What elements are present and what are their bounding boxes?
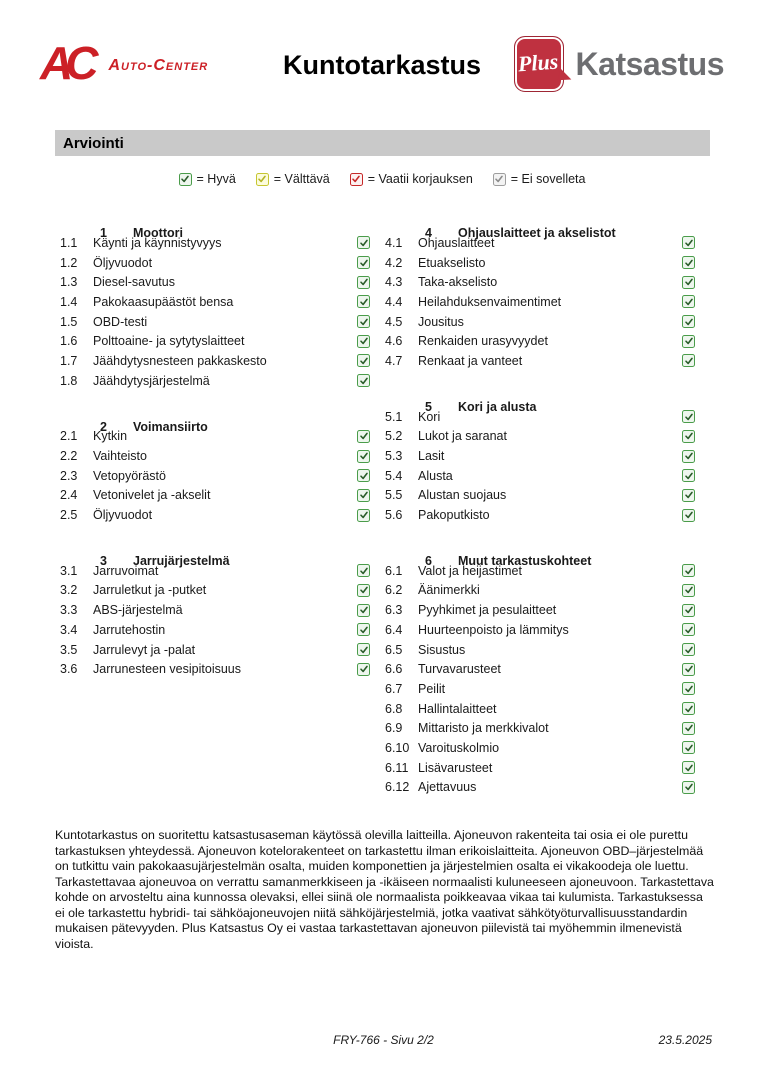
checklist-item-row xyxy=(385,561,695,581)
item-label: Käynti ja käynnistyvyys xyxy=(93,235,222,250)
item-rating-slot xyxy=(681,276,695,289)
checkbox-good-icon xyxy=(357,509,370,522)
checklist-item-row xyxy=(385,738,695,758)
item-label: Alusta xyxy=(418,468,453,483)
checkbox-good-icon xyxy=(357,295,370,308)
item-rating-slot xyxy=(356,450,370,463)
checklist-item-row xyxy=(60,312,370,332)
item-label: Kori ja alusta xyxy=(458,399,537,414)
checklist-item-row xyxy=(385,640,695,660)
item-number: 6.10 xyxy=(385,740,410,755)
item-label: Ajettavuus xyxy=(418,780,477,795)
legend-label: = Vaatii korjauksen xyxy=(367,172,473,186)
item-number: 3 xyxy=(100,553,107,568)
checklist-item-row xyxy=(385,505,695,525)
checkbox-good-icon xyxy=(682,236,695,249)
item-number: 1 xyxy=(100,226,107,240)
checklist-item-row xyxy=(385,253,695,273)
item-label: Vetonivelet ja -akselit xyxy=(93,488,211,503)
item-label: Huurteenpoisto ja lämmitys xyxy=(418,622,569,637)
checklist-item-row xyxy=(385,312,695,332)
checklist-item-row xyxy=(385,758,695,778)
checklist-column-right xyxy=(385,197,695,797)
plus-badge-text: Plus xyxy=(517,48,560,77)
item-number: 6.9 xyxy=(385,721,403,736)
item-number: 5.2 xyxy=(385,429,403,444)
item-label: Pakokaasupäästöt bensa xyxy=(93,294,234,309)
item-label: ABS-järjestelmä xyxy=(93,603,183,618)
checkbox-good-icon xyxy=(682,450,695,463)
item-rating-slot xyxy=(681,354,695,367)
checklist-section-header xyxy=(60,391,370,434)
item-number: 6.6 xyxy=(385,662,403,677)
item-number: 3.4 xyxy=(60,622,78,637)
item-label: Jarrutehostin xyxy=(93,622,166,637)
item-label: Jarruvoimat xyxy=(93,563,159,578)
item-number: 1.5 xyxy=(60,314,78,329)
checkbox-good-icon xyxy=(682,410,695,423)
checklist-item-row xyxy=(385,351,695,371)
checklist-item-row xyxy=(385,407,695,427)
checkbox-good-icon xyxy=(682,430,695,443)
item-rating-slot xyxy=(356,354,370,367)
checklist-item-row xyxy=(385,486,695,506)
item-rating-slot xyxy=(681,315,695,328)
checkbox-good-icon xyxy=(357,623,370,636)
item-number: 6.1 xyxy=(385,563,403,578)
item-rating-slot xyxy=(356,236,370,249)
checklist-item-row xyxy=(60,351,370,371)
checklist-section-header xyxy=(385,197,695,240)
checkbox-good-icon xyxy=(682,509,695,522)
item-number: 2.4 xyxy=(60,488,78,503)
checkbox-good-icon xyxy=(682,489,695,502)
checklist-item-row xyxy=(385,233,695,253)
checkbox-repair-icon xyxy=(350,173,363,186)
item-label: Turvavarusteet xyxy=(418,662,501,677)
item-number: 1.7 xyxy=(60,353,78,368)
page-footer xyxy=(55,1033,712,1047)
checkbox-good-icon xyxy=(682,276,695,289)
item-rating-slot xyxy=(356,509,370,522)
plus-badge-icon xyxy=(514,36,564,92)
item-label: Vetopyörästö xyxy=(93,468,166,483)
checklist-item-row xyxy=(385,292,695,312)
checkbox-good-icon xyxy=(357,489,370,502)
item-label: Jäähdytysnesteen pakkaskesto xyxy=(93,353,267,368)
item-label: Vaihteisto xyxy=(93,449,147,464)
checklist-item-row xyxy=(60,371,370,391)
item-rating-slot xyxy=(681,469,695,482)
checkbox-good-icon xyxy=(357,256,370,269)
item-number: 6.11 xyxy=(385,760,409,775)
item-rating-slot xyxy=(681,761,695,774)
checklist-item-row xyxy=(385,718,695,738)
checkbox-good-icon xyxy=(357,430,370,443)
checkbox-good-icon xyxy=(682,469,695,482)
item-label: Muut tarkastuskohteet xyxy=(458,553,592,568)
checkbox-good-icon xyxy=(357,315,370,328)
item-rating-slot xyxy=(356,315,370,328)
item-rating-slot xyxy=(356,469,370,482)
item-label: OBD-testi xyxy=(93,314,148,329)
item-number: 5.1 xyxy=(385,409,403,424)
item-number: 5.5 xyxy=(385,488,403,503)
item-number: 6.4 xyxy=(385,622,403,637)
checklist-item-row xyxy=(385,620,695,640)
item-number: 6.2 xyxy=(385,583,403,598)
item-label: Jousitus xyxy=(418,314,464,329)
checkbox-good-icon xyxy=(682,761,695,774)
item-number: 2.5 xyxy=(60,508,78,523)
checklist-item-row xyxy=(385,659,695,679)
item-rating-slot xyxy=(681,663,695,676)
item-number: 1.1 xyxy=(60,235,78,250)
item-label: Öljyvuodot xyxy=(93,508,153,523)
item-rating-slot xyxy=(681,295,695,308)
section-title-bar xyxy=(55,130,710,156)
checkbox-good-icon xyxy=(357,564,370,577)
item-rating-slot xyxy=(681,450,695,463)
checklist-item-row xyxy=(385,427,695,447)
item-number: 1.6 xyxy=(60,334,78,349)
checkbox-good-icon xyxy=(357,663,370,676)
item-rating-slot xyxy=(681,335,695,348)
checklist-item-row xyxy=(385,600,695,620)
item-label: Heilahduksenvaimentimet xyxy=(418,294,562,309)
item-label: Polttoaine- ja sytytyslaitteet xyxy=(93,334,245,349)
ac-logo-mark: AC xyxy=(40,37,91,89)
checklist-item-row xyxy=(60,659,370,679)
item-number: 6.8 xyxy=(385,701,403,716)
legend-item-good xyxy=(179,172,236,186)
checklist-item-row xyxy=(60,272,370,292)
checklist-item-row xyxy=(385,272,695,292)
checkbox-good-icon xyxy=(357,450,370,463)
item-rating-slot xyxy=(681,430,695,443)
checkbox-fair-icon xyxy=(256,173,269,186)
checklist-item-row xyxy=(60,427,370,447)
checklist-item-row xyxy=(60,505,370,525)
item-label: Kori xyxy=(418,409,441,424)
checklist-item-row xyxy=(60,466,370,486)
item-rating-slot xyxy=(681,509,695,522)
checkbox-good-icon xyxy=(357,469,370,482)
ac-logo-text: Auto-Center xyxy=(108,57,209,74)
item-label: Ohjauslaitteet ja akselistot xyxy=(458,226,616,240)
item-number: 2.3 xyxy=(60,468,78,483)
item-rating-slot xyxy=(356,623,370,636)
item-number: 4.3 xyxy=(385,275,403,290)
item-rating-slot xyxy=(681,410,695,423)
item-label: Alustan suojaus xyxy=(418,488,507,503)
item-label: Mittaristo ja merkkivalot xyxy=(418,721,549,736)
checkbox-good-icon xyxy=(682,623,695,636)
item-number: 1.3 xyxy=(60,275,78,290)
item-number: 6 xyxy=(425,553,432,568)
item-rating-slot xyxy=(356,256,370,269)
item-rating-slot xyxy=(356,489,370,502)
item-label: Peilit xyxy=(418,681,446,696)
checkbox-good-icon xyxy=(682,584,695,597)
item-rating-slot xyxy=(681,722,695,735)
item-label: Jarrulevyt ja -palat xyxy=(93,642,196,657)
item-rating-slot xyxy=(356,430,370,443)
item-rating-slot xyxy=(681,584,695,597)
item-rating-slot xyxy=(356,604,370,617)
item-number: 3.5 xyxy=(60,642,78,657)
item-number: 5 xyxy=(425,399,432,414)
legend-label: = Hyvä xyxy=(196,172,236,186)
item-rating-slot xyxy=(681,256,695,269)
item-label: Moottori xyxy=(133,226,183,240)
item-number: 1.8 xyxy=(60,373,78,388)
item-rating-slot xyxy=(356,663,370,676)
item-label: Jarrujärjestelmä xyxy=(133,553,230,568)
checklist-item-row xyxy=(60,292,370,312)
checklist-item-row xyxy=(385,581,695,601)
checklist-item-row xyxy=(60,331,370,351)
item-number: 2.2 xyxy=(60,449,78,464)
checklist xyxy=(60,197,764,797)
item-number: 4 xyxy=(425,226,432,240)
item-label: Öljyvuodot xyxy=(93,255,153,270)
checkbox-good-icon xyxy=(682,781,695,794)
item-number: 6.3 xyxy=(385,603,403,618)
checklist-item-row xyxy=(60,600,370,620)
checklist-section-header xyxy=(60,197,370,240)
item-label: Jarrunesteen vesipitoisuus xyxy=(93,662,241,677)
checkbox-good-icon xyxy=(682,315,695,328)
checklist-item-row xyxy=(385,446,695,466)
checkbox-good-icon xyxy=(682,354,695,367)
item-number: 3.2 xyxy=(60,583,78,598)
legend-item-na xyxy=(493,172,586,186)
item-rating-slot xyxy=(681,741,695,754)
item-rating-slot xyxy=(356,584,370,597)
checkbox-good-icon xyxy=(682,663,695,676)
item-number: 2.1 xyxy=(60,429,78,444)
item-rating-slot xyxy=(681,604,695,617)
item-number: 5.4 xyxy=(385,468,403,483)
page-title: Kuntotarkastus xyxy=(282,50,482,80)
checkbox-na-icon xyxy=(493,173,506,186)
checkbox-good-icon xyxy=(682,722,695,735)
checkbox-good-icon xyxy=(357,276,370,289)
footer-date: 23.5.2025 xyxy=(658,1033,712,1047)
checkbox-good-icon xyxy=(357,354,370,367)
checklist-item-row xyxy=(60,253,370,273)
item-number: 5.6 xyxy=(385,508,403,523)
item-rating-slot xyxy=(681,236,695,249)
item-label: Äänimerkki xyxy=(418,583,480,598)
plus-katsastus-logo xyxy=(481,36,724,92)
item-label: Renkaiden urasyvyydet xyxy=(418,334,548,349)
item-label: Jäähdytysjärjestelmä xyxy=(93,373,210,388)
item-label: Diesel-savutus xyxy=(93,275,175,290)
checkbox-good-icon xyxy=(682,702,695,715)
item-number: 6.7 xyxy=(385,681,403,696)
checklist-item-row xyxy=(60,581,370,601)
checkbox-good-icon xyxy=(682,682,695,695)
checklist-item-row xyxy=(385,699,695,719)
checkbox-good-icon xyxy=(357,584,370,597)
checklist-item-row xyxy=(60,620,370,640)
item-label: Etuakselisto xyxy=(418,255,486,270)
item-number: 1.4 xyxy=(60,294,78,309)
checkbox-good-icon xyxy=(357,604,370,617)
item-rating-slot xyxy=(356,643,370,656)
legend-item-repair xyxy=(350,172,473,186)
item-rating-slot xyxy=(356,374,370,387)
checkbox-good-icon xyxy=(357,236,370,249)
item-number: 4.2 xyxy=(385,255,403,270)
item-number: 4.6 xyxy=(385,334,403,349)
rating-legend xyxy=(0,170,764,188)
disclaimer-text: Kuntotarkastus on suoritettu katsastusaseman käytössä olevilla laitteilla. Ajoneuvon rakenteita tai osia ei ole purettu tarkastuksen yhteydessä. Ajoneuvon kotelorakenteet on tarkastettu ilman erikoislaitteita. Ajoneuvon OBD–järjestelmää on tutkittu vain pakokaasujärjestelmän osalta, muiden komponettien ja järjestelmien osalta ei vikakoodeja ole luettu. Tarkastettavaa ajoneuvoa on verrattu samanmerkkiseen ja -ikäiseen normaalisti kuluneeseen ajoneuvoon. Tarkastettava kohde on arvosteltu aina kunnossa olevaksi, ellei siinä ole normaalista poikkeavaa vikaa tai kulumista. Tarkastuksessa ei ole tarkastettu hybridi- tai sähköajoneuvojen niitä sähköjärjestelmiä, jotka vaativat sähkötyöturvallisuusstandardin mukaisen pätevyyden. Plus Katsastus Oy ei vastaa tarkastettavan ajoneuvon piilevistä tai myöhemmin ilmenevistä vioista. xyxy=(55,828,714,951)
plus-badge-tail-icon xyxy=(557,69,573,84)
item-label: Kytkin xyxy=(93,429,128,444)
item-rating-slot xyxy=(356,335,370,348)
item-rating-slot xyxy=(356,276,370,289)
checkbox-good-icon xyxy=(682,335,695,348)
checklist-item-row xyxy=(385,466,695,486)
checkbox-good-icon xyxy=(357,643,370,656)
checkbox-good-icon xyxy=(357,374,370,387)
item-label: Pakoputkisto xyxy=(418,508,490,523)
checkbox-good-icon xyxy=(682,295,695,308)
item-label: Jarruletkut ja -putket xyxy=(93,583,207,598)
item-label: Lisävarusteet xyxy=(418,760,493,775)
checkbox-good-icon xyxy=(357,335,370,348)
item-number: 5.3 xyxy=(385,449,403,464)
legend-item-fair xyxy=(256,172,330,186)
item-label: Voimansiirto xyxy=(133,419,208,434)
item-label: Lasit xyxy=(418,449,445,464)
item-label: Valot ja heijastimet xyxy=(418,563,522,578)
item-number: 2 xyxy=(100,419,107,434)
checklist-item-row xyxy=(60,561,370,581)
item-number: 3.1 xyxy=(60,563,78,578)
item-label: Sisustus xyxy=(418,642,466,657)
item-number: 4.7 xyxy=(385,353,403,368)
item-rating-slot xyxy=(681,781,695,794)
checkbox-good-icon xyxy=(682,741,695,754)
checkbox-good-icon xyxy=(682,643,695,656)
checklist-item-row xyxy=(60,640,370,660)
checklist-section-header xyxy=(385,525,695,568)
item-number: 6.5 xyxy=(385,642,403,657)
item-label: Ohjauslaitteet xyxy=(418,235,495,250)
checklist-item-row xyxy=(385,679,695,699)
legend-label: = Ei sovelleta xyxy=(510,172,586,186)
item-label: Pyyhkimet ja pesulaitteet xyxy=(418,603,557,618)
checkbox-good-icon xyxy=(682,256,695,269)
item-rating-slot xyxy=(681,702,695,715)
item-label: Renkaat ja vanteet xyxy=(418,353,523,368)
checkbox-good-icon xyxy=(179,173,192,186)
footer-plate-page: FRY-766 - Sivu 2/2 xyxy=(333,1033,434,1047)
item-rating-slot xyxy=(681,564,695,577)
item-rating-slot xyxy=(681,623,695,636)
checklist-section-header xyxy=(385,371,695,414)
checklist-section-header xyxy=(60,525,370,568)
item-label: Lukot ja saranat xyxy=(418,429,507,444)
checklist-item-row xyxy=(60,233,370,253)
katsastus-logo-text: Katsastus xyxy=(575,45,724,82)
checklist-column-left xyxy=(60,197,370,797)
item-label: Taka-akselisto xyxy=(418,275,498,290)
title-wrap xyxy=(283,36,481,81)
item-number: 4.5 xyxy=(385,314,403,329)
item-number: 3.3 xyxy=(60,603,78,618)
checklist-item-row xyxy=(60,486,370,506)
section-title: Arviointi xyxy=(63,134,124,152)
item-number: 4.4 xyxy=(385,294,403,309)
item-rating-slot xyxy=(681,682,695,695)
checklist-item-row xyxy=(385,778,695,798)
item-number: 6.12 xyxy=(385,780,410,795)
legend-label: = Välttävä xyxy=(273,172,330,186)
item-rating-slot xyxy=(681,489,695,502)
item-number: 4.1 xyxy=(385,235,403,250)
item-number: 3.6 xyxy=(60,662,78,677)
page-header xyxy=(0,0,764,100)
item-label: Varoituskolmio xyxy=(418,740,500,755)
item-rating-slot xyxy=(681,643,695,656)
checklist-item-row xyxy=(385,331,695,351)
item-rating-slot xyxy=(356,295,370,308)
checkbox-good-icon xyxy=(682,564,695,577)
item-label: Hallintalaitteet xyxy=(418,701,497,716)
auto-center-logo xyxy=(40,36,283,89)
checklist-item-row xyxy=(60,446,370,466)
item-rating-slot xyxy=(356,564,370,577)
checkbox-good-icon xyxy=(682,604,695,617)
item-number: 1.2 xyxy=(60,255,78,270)
